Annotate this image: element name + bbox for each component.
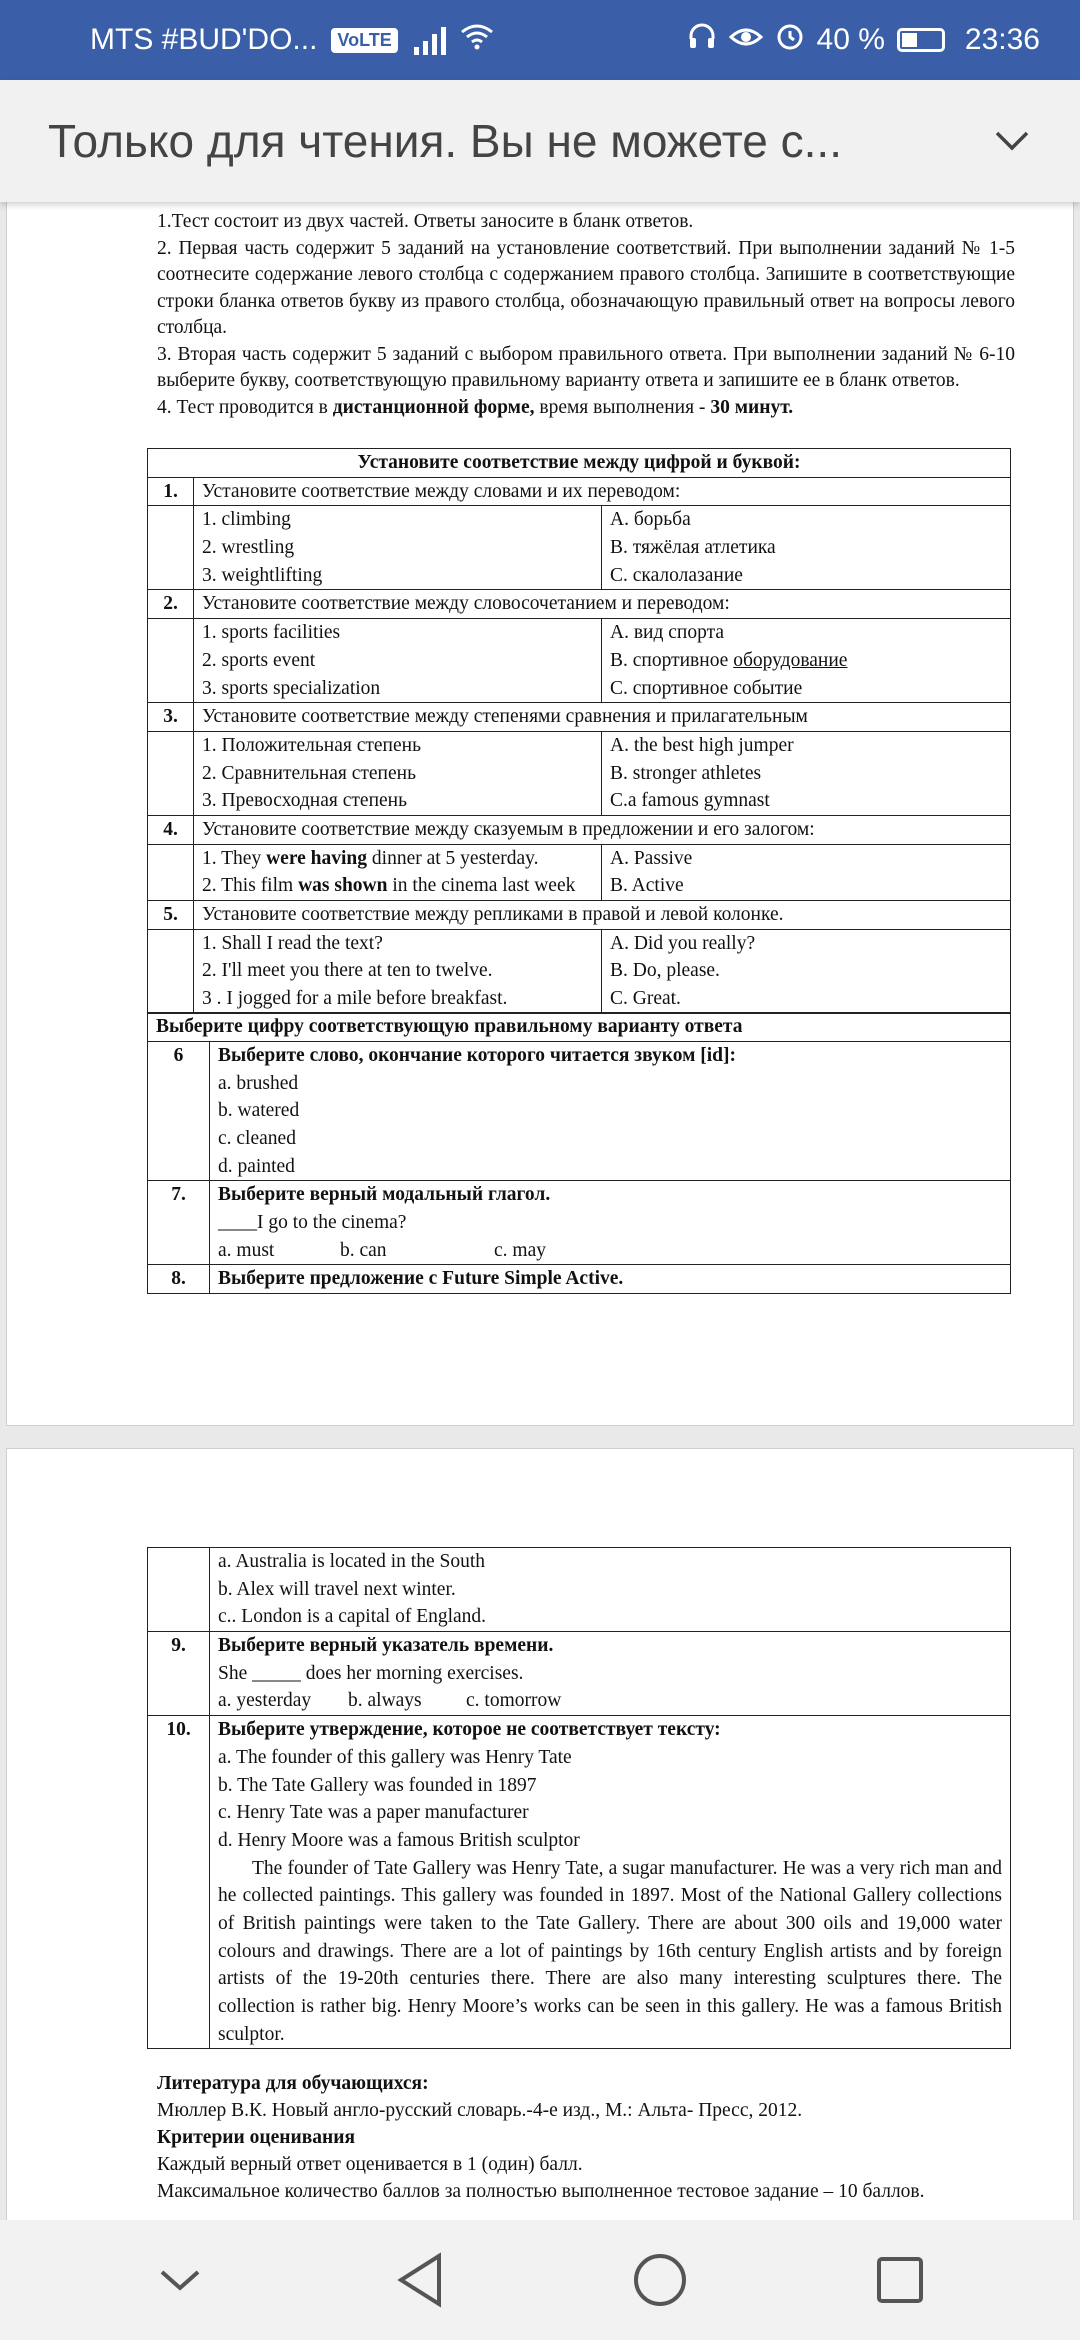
task-number: 1.	[148, 477, 194, 506]
task-number: 3.	[148, 703, 194, 732]
eye-icon	[729, 23, 763, 57]
tasks-table-1	[147, 448, 1011, 1014]
collapse-chevron-icon[interactable]	[140, 2240, 220, 2320]
task-8: Выберите предложение с Future Simple Active.	[210, 1265, 1011, 1294]
status-bar	[0, 0, 1080, 80]
criteria-title: Критерии оценивания	[157, 2126, 356, 2148]
alarm-icon	[775, 21, 805, 59]
headphones-icon	[687, 21, 717, 59]
recents-icon[interactable]	[860, 2240, 940, 2320]
task-right-column: A. борьба B. тяжёлая атлетика C. скалолазание	[610, 509, 776, 586]
navigation-bar	[0, 2220, 1080, 2340]
literature-title: Литература для обучающихся:	[157, 2073, 429, 2094]
task-question: Установите соответствие между степенями сравнения и прилагательным	[194, 703, 1011, 732]
battery-percent: 40 %	[816, 23, 885, 56]
instruction-2: 2. Первая часть содержит 5 заданий на установление соответствий. При выполнении заданий № 1-5 соотнесите содержание левого столбца с содержанием правого столбца. Запишите в соответствующие строки бланка ответов букву из правого столбца, обозначающую правильный ответ на вопросы левого столбца.	[157, 237, 1015, 339]
task-number: 2.	[148, 590, 194, 619]
carrier-name: MTS #BUD'DO...	[90, 23, 318, 56]
task-left-column: 1. climbing 2. wrestling 3. weightlifting	[194, 506, 602, 589]
task-number: 9.	[148, 1632, 210, 1716]
task-right-column: A. вид спорта B. спортивное оборудование C. спортивное событие	[610, 622, 848, 699]
criteria-line: Каждый верный ответ оценивается в 1 (один) балл.	[157, 2153, 583, 2175]
task-right-column: A. Did you really? B. Do, please. C. Great.	[610, 932, 756, 1010]
task-9: Выберите верный указатель времени. She _____ does her morning exercises. a. yesterday b. always c. tomorrow	[210, 1632, 1011, 1716]
tasks-table-3	[147, 1547, 1011, 2049]
task-left-column: 1. Положительная степень 2. Сравнительная степень 3. Превосходная степень	[194, 732, 602, 815]
instruction-3: 3. Вторая часть содержит 5 заданий с выбором правильного ответа. При выполнении заданий № 6-10 выберите букву, соответствующую правильному варианту ответа и запишите ее в бланк ответов.	[157, 343, 1015, 392]
task-number: 6	[148, 1041, 210, 1180]
task-6: Выберите слово, окончание которого читается звуком [id]: a. brushed b. watered c. cleaned d. painted	[210, 1041, 1011, 1180]
task-right-column: A. the best high jumper B. stronger athletes C.a famous gymnast	[610, 734, 794, 812]
task-question: Установите соответствие между репликами в правой и левой колонке.	[194, 901, 1011, 930]
instructions	[157, 209, 1015, 421]
literature-section	[157, 2071, 1015, 2206]
task-number: 4.	[148, 815, 194, 844]
home-icon[interactable]	[620, 2240, 700, 2320]
task-question: Установите соответствие между словосочетанием и переводом:	[194, 590, 1011, 619]
task-number: 10.	[148, 1716, 210, 2049]
task-left-column: 1. They were having dinner at 5 yesterday. 2. This film was shown in the cinema last week	[194, 845, 602, 900]
instruction-1: 1.Тест состоит из двух частей. Ответы заносите в бланк ответов.	[157, 211, 694, 232]
task-number: 8.	[148, 1265, 210, 1294]
task-number: 5.	[148, 901, 194, 930]
chevron-down-icon[interactable]	[992, 121, 1032, 161]
document-page-1[interactable]	[6, 200, 1074, 1426]
criteria-line: Максимальное количество баллов за полностью выполненное тестовое задание – 10 баллов.	[157, 2180, 925, 2202]
task-10: Выберите утверждение, которое не соответствует тексту: a. The founder of this gallery was Henry Tate b. The Tate Gallery was founded in 1897 c. Henry Tate was a paper manufacturer d. Henry Moore was a famous British sculptor The founder of Tate Gallery was Henry Tate, a sugar manufacturer. He was a very rich man and he collected paintings. This gallery was founded in 1897. Most of the National Gallery collections of British paintings were taken to the Tate Gallery. There are about 300 oils and 19,000 water colours and drawings. There are a lot of paintings by 16th century English artists and by foreign artists of the 19-20th centuries there. There are also many interesting sculptures there. The collection is rather big. Henry Moore’s works can be seen in this gallery. He was a famous British sculptor.	[210, 1716, 1011, 2049]
back-icon[interactable]	[380, 2240, 460, 2320]
task-left-column: 1. Shall I read the text? 2. I'll meet you there at ten to twelve. 3 . I jogged for a mile before breakfast.	[194, 930, 602, 1013]
task-question: Установите соответствие между словами и их переводом:	[194, 477, 1011, 506]
task-number: 7.	[148, 1181, 210, 1265]
read-only-banner[interactable]	[0, 80, 1080, 202]
task-left-column: 1. sports facilities 2. sports event 3. sports specialization	[194, 619, 602, 702]
task-right-column: A. Passive B. Active	[610, 847, 693, 897]
banner-title: Только для чтения. Вы не можете с...	[48, 115, 842, 167]
volte-badge: VoLTE	[331, 28, 397, 53]
section-heading: Выберите цифру соответствующую правильному варианту ответа	[148, 1013, 1011, 1042]
battery-icon	[897, 28, 945, 52]
document-page-2[interactable]	[6, 1448, 1074, 2260]
task-7: Выберите верный модальный глагол. ____I go to the cinema? a. must b. can c. may	[210, 1181, 1011, 1265]
task-question: Установите соответствие между сказуемым в предложении и его залогом:	[194, 815, 1011, 844]
wifi-icon	[460, 22, 494, 58]
tasks-table-2	[147, 1012, 1011, 1294]
reading-text: The founder of Tate Gallery was Henry Tate, a sugar manufacturer. He was a very rich man and he collected paintings. This gallery was founded in 1897. Most of the National Gallery collections of British paintings were taken to the Tate Gallery. There are about 300 oils and 19,000 water colours and drawings. There are a lot of paintings by 16th century English artists and by foreign artists of the 19-20th centuries there. There are also many interesting sculptures there. The collection is rather big. Henry Moore’s works can be seen in this gallery. He was a famous British sculptor.	[218, 1857, 1002, 2045]
instruction-4: 4. Тест проводится в дистанционной форме, время выполнения - 30 минут.	[157, 396, 794, 418]
signal-icon	[414, 25, 446, 55]
task-8-options: a. Australia is located in the South b. Alex will travel next winter. c.. London is a capital of England.	[210, 1548, 1011, 1632]
table-heading: Установите соответствие между цифрой и буквой:	[148, 449, 1011, 478]
literature-item: Мюллер В.К. Новый англо-русский словарь.-4-е изд., М.: Альта- Пресс, 2012.	[157, 2099, 803, 2121]
clock: 23:36	[964, 23, 1040, 56]
